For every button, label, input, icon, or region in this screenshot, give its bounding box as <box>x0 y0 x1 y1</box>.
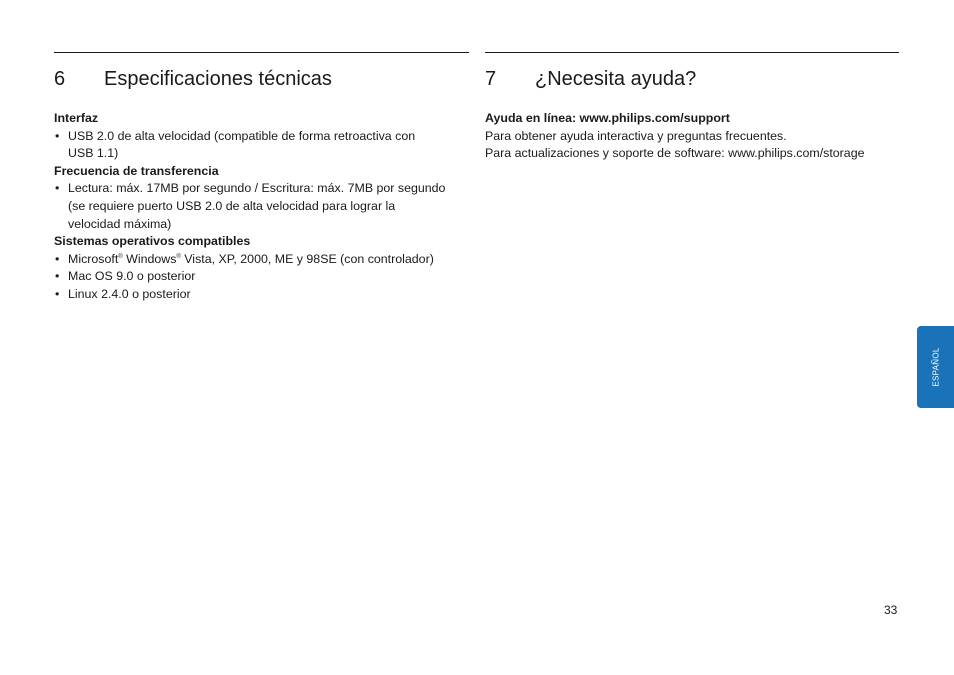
section-heading-specifications <box>54 68 332 91</box>
registered-mark: ® <box>176 253 181 260</box>
help-text: Para actualizaciones y soporte de software: www.philips.com/storage <box>485 146 865 161</box>
specifications-body <box>54 110 469 304</box>
list-item <box>54 286 469 304</box>
list-item <box>54 251 469 269</box>
bullet: • <box>55 269 60 284</box>
list-item-text: Linux 2.4.0 o posterior <box>68 286 191 301</box>
os-windows-name: Windows <box>122 251 177 266</box>
section-divider <box>54 52 469 53</box>
bullet: • <box>55 251 60 266</box>
language-tab-label: ESPAÑOL <box>931 347 940 387</box>
list-item <box>54 128 469 163</box>
bullet: • <box>55 286 60 301</box>
os-windows-versions: Vista, XP, 2000, ME y 98SE (con controlador) <box>180 251 434 266</box>
list-item-text: USB 1.1) <box>68 146 119 161</box>
section-divider <box>485 52 899 53</box>
page-number: 33 <box>884 603 898 617</box>
registered-mark: ® <box>118 253 123 260</box>
bullet: • <box>55 181 60 196</box>
online-help-label: Ayuda en línea: www.philips.com/support <box>485 111 730 125</box>
interface-label: Interfaz <box>54 111 99 125</box>
operating-systems-label: Sistemas operativos compatibles <box>54 234 251 249</box>
section-number: 6 <box>54 68 66 90</box>
list-item-text <box>68 251 469 269</box>
language-tab <box>917 326 954 408</box>
section-number: 7 <box>485 68 497 90</box>
help-body <box>485 110 899 163</box>
list-item <box>54 268 469 286</box>
section-title: ¿Necesita ayuda? <box>535 68 697 90</box>
list-item-text: Lectura: máx. 17MB por segundo / Escritura: máx. 7MB por segundo <box>68 181 446 196</box>
list-item-text: (se requiere puerto USB 2.0 de alta velocidad para lograr la <box>68 198 396 213</box>
bullet: • <box>55 128 60 143</box>
transfer-rate-label: Frecuencia de transferencia <box>54 163 219 178</box>
os-windows-vendor: Microsoft <box>68 251 119 266</box>
operating-systems-list <box>54 251 469 304</box>
list-item-text: velocidad máxima) <box>68 216 172 231</box>
list-item-text: USB 2.0 de alta velocidad (compatible de forma retroactiva con <box>68 128 416 143</box>
transfer-rate-list <box>54 180 469 233</box>
list-item-text: Mac OS 9.0 o posterior <box>68 269 196 284</box>
section-heading-help <box>485 68 696 91</box>
interface-list <box>54 128 469 163</box>
help-text: Para obtener ayuda interactiva y preguntas frecuentes. <box>485 128 787 143</box>
section-title: Especificaciones técnicas <box>104 68 332 90</box>
list-item <box>54 180 469 233</box>
